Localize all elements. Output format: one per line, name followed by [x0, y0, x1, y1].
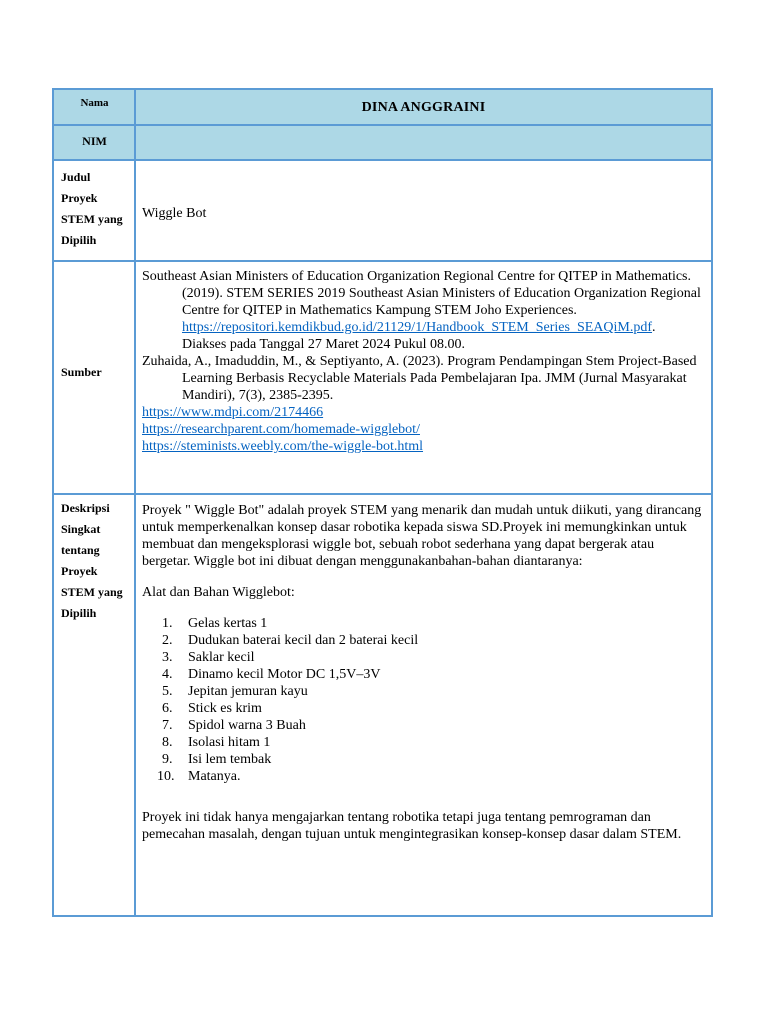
deskripsi-label: [54, 495, 134, 628]
student-name: DINA ANGGRAINI: [361, 100, 486, 115]
list-item: 4. Dinamo kecil Motor DC 1,5V–3V: [162, 667, 381, 682]
nim-row: [53, 125, 712, 160]
nim-label: NIM: [82, 134, 107, 148]
source-link[interactable]: https://researchparent.com/homemade-wigglebot/: [142, 422, 420, 437]
source-link-item: [142, 404, 705, 421]
list-item: 2. Dudukan baterai kecil dan 2 baterai kecil: [162, 633, 419, 648]
sumber-label-cell: [53, 261, 135, 494]
judul-label-cell: [53, 160, 135, 261]
list-item: 9. Isi lem tembak: [162, 752, 272, 767]
deskripsi-label-cell: [53, 494, 135, 916]
deskripsi-label-line: tentang: [61, 543, 100, 557]
deskripsi-label-line: STEM yang: [61, 585, 123, 599]
nama-label: Nama: [80, 97, 109, 109]
reference-1-link[interactable]: https://repositori.kemdikbud.go.id/21129/1/Handbook_STEM_Series_SEAQiM.pdf: [182, 320, 653, 335]
list-item: 3. Saklar kecil: [162, 650, 255, 665]
source-link-item: [142, 438, 705, 455]
list-item: 1. Gelas kertas 1: [162, 616, 268, 631]
reference-1-text: Southeast Asian Ministers of Education Organization Regional Centre for QITEP in Mathematics. (2019). STEM SERIES 2019 Southeast Asian Ministers of Education Organization Regional Centre for QITEP in Mathematics Kampung STEM Joho Experiences.: [142, 269, 701, 318]
judul-label: [54, 161, 134, 255]
nim-value: [136, 126, 711, 134]
sources-list: [136, 262, 711, 459]
description-intro: Proyek " Wiggle Bot" adalah proyek STEM yang menarik dan mudah untuk diikuti, yang dirancang untuk memperkenalkan konsep dasar robotika kepada siswa SD.Proyek ini memungkinkan untuk membuat dan mengeksplorasi wiggle bot, sebuah robot sederhana yang dapat bergerak atau bergetar. Wiggle bot ini dibuat dengan menggunakanbahan-bahan diantaranya:: [142, 503, 702, 569]
judul-row: [53, 160, 712, 261]
list-item: 5. Jepitan jemuran kayu: [162, 684, 308, 699]
description-closing: Proyek ini tidak hanya mengajarkan tentang robotika tetapi juga tentang pemrograman dan pemecahan masalah, dengan tujuan untuk mengintegrasikan konsep-konsep dasar dalam STEM.: [142, 810, 682, 842]
deskripsi-label-line: Proyek: [61, 564, 98, 578]
nama-value-cell: [135, 89, 712, 125]
deskripsi-value-cell: [135, 494, 712, 916]
reference-1-after-link: .: [652, 320, 656, 335]
judul-label-line: STEM yang: [61, 212, 123, 226]
reference-2-text: Zuhaida, A., Imaduddin, M., & Septiyanto, A. (2023). Program Pendampingan Stem Project-Based Learning Berbasis Recyclable Materials Pada Pembelajaran Ipa. JMM (Jurnal Masyarakat Mandiri), 7(3), 2385-2395.: [142, 354, 697, 403]
nama-label-cell: [53, 89, 135, 125]
project-description: [136, 495, 711, 847]
judul-label-line: Judul: [61, 170, 91, 184]
project-form-table: [52, 88, 713, 917]
reference-1: [142, 268, 705, 353]
nim-label-cell: [53, 125, 135, 160]
judul-value-cell: [135, 160, 712, 261]
list-item: 6. Stick es krim: [162, 701, 262, 716]
materials-list: [142, 615, 705, 785]
nim-value-cell: [135, 125, 712, 160]
source-link-item: [142, 421, 705, 438]
sumber-value-cell: [135, 261, 712, 494]
materials-heading: Alat dan Bahan Wigglebot:: [142, 585, 295, 600]
sumber-label: Sumber: [61, 365, 102, 379]
project-title: Wiggle Bot: [142, 206, 207, 221]
deskripsi-label-line: Singkat: [61, 522, 101, 536]
list-item: 7. Spidol warna 3 Buah: [162, 718, 306, 733]
reference-2: [142, 353, 705, 404]
list-item: 10. Matanya.: [157, 769, 241, 784]
source-link[interactable]: https://steminists.weebly.com/the-wiggle-bot.html: [142, 439, 424, 454]
reference-1-accessed: Diakses pada Tanggal 27 Maret 2024 Pukul 08.00.: [182, 337, 465, 352]
list-item: 8. Isolasi hitam 1: [162, 735, 271, 750]
deskripsi-label-line: Dipilih: [61, 606, 97, 620]
source-link[interactable]: https://www.mdpi.com/2174466: [142, 405, 324, 420]
judul-label-line: Dipilih: [61, 233, 97, 247]
deskripsi-row: [53, 494, 712, 916]
sumber-row: [53, 261, 712, 494]
judul-label-line: Proyek: [61, 191, 98, 205]
nama-row: [53, 89, 712, 125]
deskripsi-label-line: Deskripsi: [61, 501, 110, 515]
